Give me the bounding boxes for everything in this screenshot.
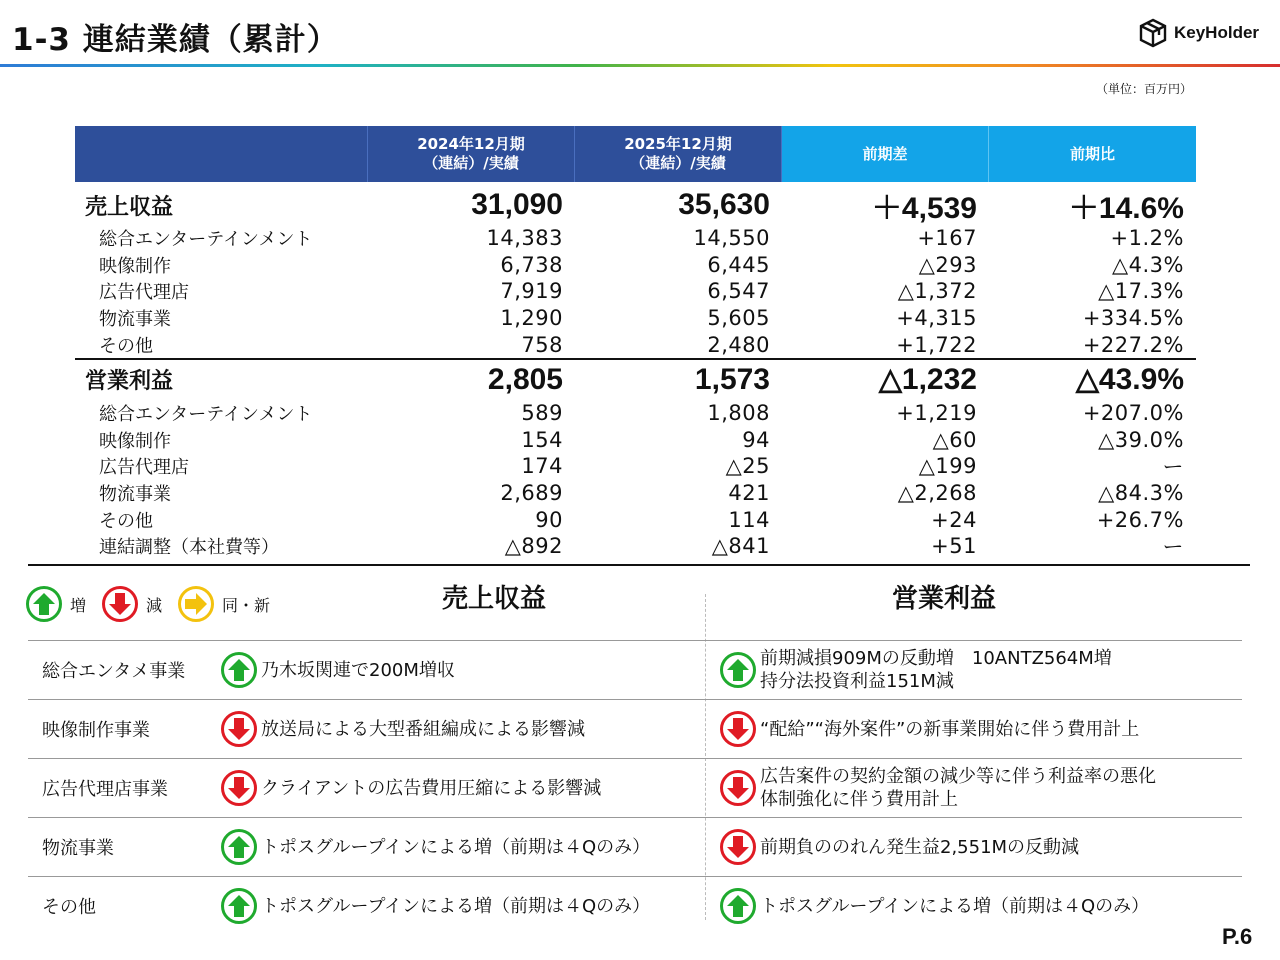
comment-line: 体制強化に伴う費用計上 xyxy=(760,789,958,810)
table-row xyxy=(75,225,1196,252)
value-2024: 31,090 xyxy=(471,188,563,221)
row-label: 物流事業 xyxy=(99,309,171,331)
row-label: 連結調整（本社費等） xyxy=(99,537,279,559)
legend-up xyxy=(26,586,86,622)
segment-row xyxy=(28,758,1242,817)
keyholder-logo xyxy=(1138,18,1259,48)
segment-row xyxy=(28,817,1242,876)
value-2025: 2,480 xyxy=(707,332,770,357)
table-header xyxy=(75,126,1196,182)
logo-text: KeyHolder xyxy=(1174,23,1260,42)
header-2025 xyxy=(575,126,782,182)
value-2025: 5,605 xyxy=(707,306,770,331)
value-2025: 114 xyxy=(728,507,770,532)
comment-text xyxy=(261,895,650,918)
section-title-profit: 営業利益 xyxy=(892,584,997,614)
value-diff: △60 xyxy=(932,427,977,452)
comment-line: クライアントの広告費用圧縮による影響減 xyxy=(261,777,602,799)
down-arrow-icon xyxy=(720,711,756,747)
value-2025: 94 xyxy=(742,427,770,452)
value-ratio: ー xyxy=(1162,455,1184,480)
value-ratio: +207.0% xyxy=(1082,401,1184,426)
up-arrow-icon xyxy=(221,888,257,924)
comment-text xyxy=(760,765,1156,811)
header-2024 xyxy=(368,126,575,182)
value-2025: 6,547 xyxy=(707,279,770,304)
comment-line: トポスグループインによる増（前期は４Qのみ） xyxy=(760,895,1150,917)
segment-name: 映像制作事業 xyxy=(42,720,150,741)
value-diff: △1,372 xyxy=(897,279,977,304)
row-label: 総合エンターテインメント xyxy=(99,229,313,251)
comment-text xyxy=(760,718,1139,741)
value-diff: △293 xyxy=(918,252,977,277)
header-blank-cell xyxy=(75,126,368,182)
value-diff: △199 xyxy=(918,454,977,479)
legend-same-label: 同・新 xyxy=(222,595,271,615)
value-2025: 1,808 xyxy=(707,401,770,426)
revenue-comment xyxy=(221,818,650,876)
segment-name: 広告代理店事業 xyxy=(42,779,168,800)
value-ratio: △17.3% xyxy=(1098,279,1184,304)
table-row xyxy=(75,252,1196,279)
value-2024: 174 xyxy=(521,454,563,479)
table-row xyxy=(75,506,1196,533)
value-2025: 14,550 xyxy=(693,226,770,251)
value-2025: 1,573 xyxy=(694,362,770,396)
segment-name: その他 xyxy=(42,897,96,918)
legend xyxy=(26,586,286,622)
comment-line: 持分法投資利益151M減 xyxy=(760,671,954,692)
row-label: 広告代理店 xyxy=(99,457,189,479)
value-2024: 6,738 xyxy=(500,252,563,277)
down-arrow-icon xyxy=(102,586,138,622)
value-ratio: △4.3% xyxy=(1111,252,1184,277)
value-ratio: ー xyxy=(1162,535,1184,560)
comment-text xyxy=(261,836,650,859)
comment-text xyxy=(261,659,455,682)
up-arrow-icon xyxy=(720,652,756,688)
table-row xyxy=(75,533,1196,560)
comment-line: 前期減損909Mの反動増 10ANTZ564M増 xyxy=(760,648,1112,669)
down-arrow-icon xyxy=(720,770,756,806)
comment-text xyxy=(760,836,1079,859)
revenue-comment xyxy=(221,700,585,758)
row-label: 映像制作 xyxy=(99,430,171,452)
revenue-comment xyxy=(221,877,650,935)
row-label: 売上収益 xyxy=(85,194,174,220)
comment-line: “配給”“海外案件”の新事業開始に伴う費用計上 xyxy=(760,718,1140,740)
value-2024: 90 xyxy=(535,507,563,532)
value-2024: 2,689 xyxy=(500,481,563,506)
legend-up-label: 増 xyxy=(70,595,87,615)
legend-same xyxy=(178,586,270,622)
row-label: その他 xyxy=(99,335,153,357)
segment-commentary xyxy=(28,640,1242,935)
table-row-revenue-total xyxy=(75,185,1196,225)
up-arrow-icon xyxy=(221,829,257,865)
row-label: 広告代理店 xyxy=(99,282,189,304)
comment-text xyxy=(261,718,585,741)
up-arrow-icon xyxy=(26,586,62,622)
down-arrow-icon xyxy=(720,829,756,865)
value-diff: +1,219 xyxy=(896,401,977,426)
value-2025: △25 xyxy=(725,454,770,479)
value-2024: 2,805 xyxy=(487,362,563,396)
table-row xyxy=(75,278,1196,305)
header-divider xyxy=(0,64,1280,67)
profit-comment xyxy=(720,641,1112,699)
value-2024: 154 xyxy=(521,427,563,452)
value-2025: 6,445 xyxy=(707,252,770,277)
value-2024: 589 xyxy=(521,401,563,426)
value-ratio: +227.2% xyxy=(1082,332,1184,357)
table-row xyxy=(75,400,1196,427)
comment-line: 広告案件の契約金額の減少等に伴う利益率の悪化 xyxy=(760,766,1156,787)
results-table-body xyxy=(75,185,1196,560)
comment-line: トポスグループインによる増（前期は４Qのみ） xyxy=(261,836,651,858)
header-2024-line2: （連結）/実績 xyxy=(423,154,519,172)
section-title-revenue: 売上収益 xyxy=(442,584,547,614)
page-number: P.6 xyxy=(1222,924,1253,949)
segment-row xyxy=(28,640,1242,699)
cube-logo-icon xyxy=(1138,18,1168,48)
revenue-comment xyxy=(221,641,455,699)
table-row xyxy=(75,305,1196,332)
row-label: その他 xyxy=(99,510,153,532)
profit-comment xyxy=(720,700,1139,758)
table-row xyxy=(75,480,1196,507)
page-title: 1-3 連結業績（累計） xyxy=(12,22,339,58)
row-label: 映像制作 xyxy=(99,255,171,277)
legend-down xyxy=(102,586,162,622)
value-2024: 14,383 xyxy=(486,226,563,251)
header-ratio: 前期比 xyxy=(989,126,1196,182)
table-row xyxy=(75,427,1196,454)
value-diff: ＋4,539 xyxy=(871,192,977,225)
comment-line: トポスグループインによる増（前期は４Qのみ） xyxy=(261,895,651,917)
value-ratio: +26.7% xyxy=(1096,507,1184,532)
segment-name: 総合エンタメ事業 xyxy=(42,661,186,682)
up-arrow-icon xyxy=(720,888,756,924)
value-ratio: △84.3% xyxy=(1098,481,1184,506)
value-diff: △2,268 xyxy=(897,481,977,506)
comment-text xyxy=(261,777,601,800)
header-2025-line1: 2025年12月期 xyxy=(624,135,732,153)
value-ratio: +1.2% xyxy=(1110,226,1184,251)
row-label: 総合エンターテインメント xyxy=(99,404,313,426)
comment-text xyxy=(760,647,1112,693)
right-arrow-icon xyxy=(178,586,214,622)
header-diff: 前期差 xyxy=(782,126,989,182)
table-row-op-profit-total xyxy=(75,360,1196,400)
value-2024: 758 xyxy=(521,332,563,357)
value-diff: +24 xyxy=(931,507,977,532)
table-bottom-rule xyxy=(28,564,1250,566)
value-2025: △841 xyxy=(711,534,770,559)
header-2025-line2: （連結）/実績 xyxy=(630,154,726,172)
value-diff: +51 xyxy=(931,534,977,559)
value-2025: 421 xyxy=(728,481,770,506)
value-diff: △1,232 xyxy=(878,363,977,397)
table-row xyxy=(75,331,1196,358)
value-ratio: ＋14.6% xyxy=(1068,192,1184,225)
value-ratio: △39.0% xyxy=(1098,427,1184,452)
value-2024: 1,290 xyxy=(500,306,563,331)
unit-label: （単位：百万円） xyxy=(1096,82,1193,96)
segment-row xyxy=(28,876,1242,935)
value-ratio: +334.5% xyxy=(1082,306,1184,331)
value-diff: +1,722 xyxy=(896,332,977,357)
row-label: 物流事業 xyxy=(99,484,171,506)
legend-down-label: 減 xyxy=(146,595,163,615)
table-row xyxy=(75,453,1196,480)
row-label: 営業利益 xyxy=(85,369,174,395)
value-ratio: △43.9% xyxy=(1075,363,1184,397)
comment-line: 放送局による大型番組編成による影響減 xyxy=(261,718,585,740)
down-arrow-icon xyxy=(221,770,257,806)
value-2025: 35,630 xyxy=(678,188,770,221)
comment-line: 前期負ののれん発生益2,551Mの反動減 xyxy=(760,836,1080,858)
value-2024: △892 xyxy=(504,534,563,559)
segment-name: 物流事業 xyxy=(42,838,114,859)
value-diff: +167 xyxy=(917,226,977,251)
down-arrow-icon xyxy=(221,711,257,747)
value-2024: 7,919 xyxy=(500,279,563,304)
revenue-comment xyxy=(221,759,601,817)
profit-comment xyxy=(720,759,1156,817)
up-arrow-icon xyxy=(221,652,257,688)
profit-comment xyxy=(720,818,1079,876)
segment-row xyxy=(28,699,1242,758)
comment-line: 乃木坂関連で200M増収 xyxy=(261,659,455,681)
header-2024-line1: 2024年12月期 xyxy=(417,135,525,153)
comment-text xyxy=(760,895,1149,918)
profit-comment xyxy=(720,877,1149,935)
value-diff: +4,315 xyxy=(896,306,977,331)
